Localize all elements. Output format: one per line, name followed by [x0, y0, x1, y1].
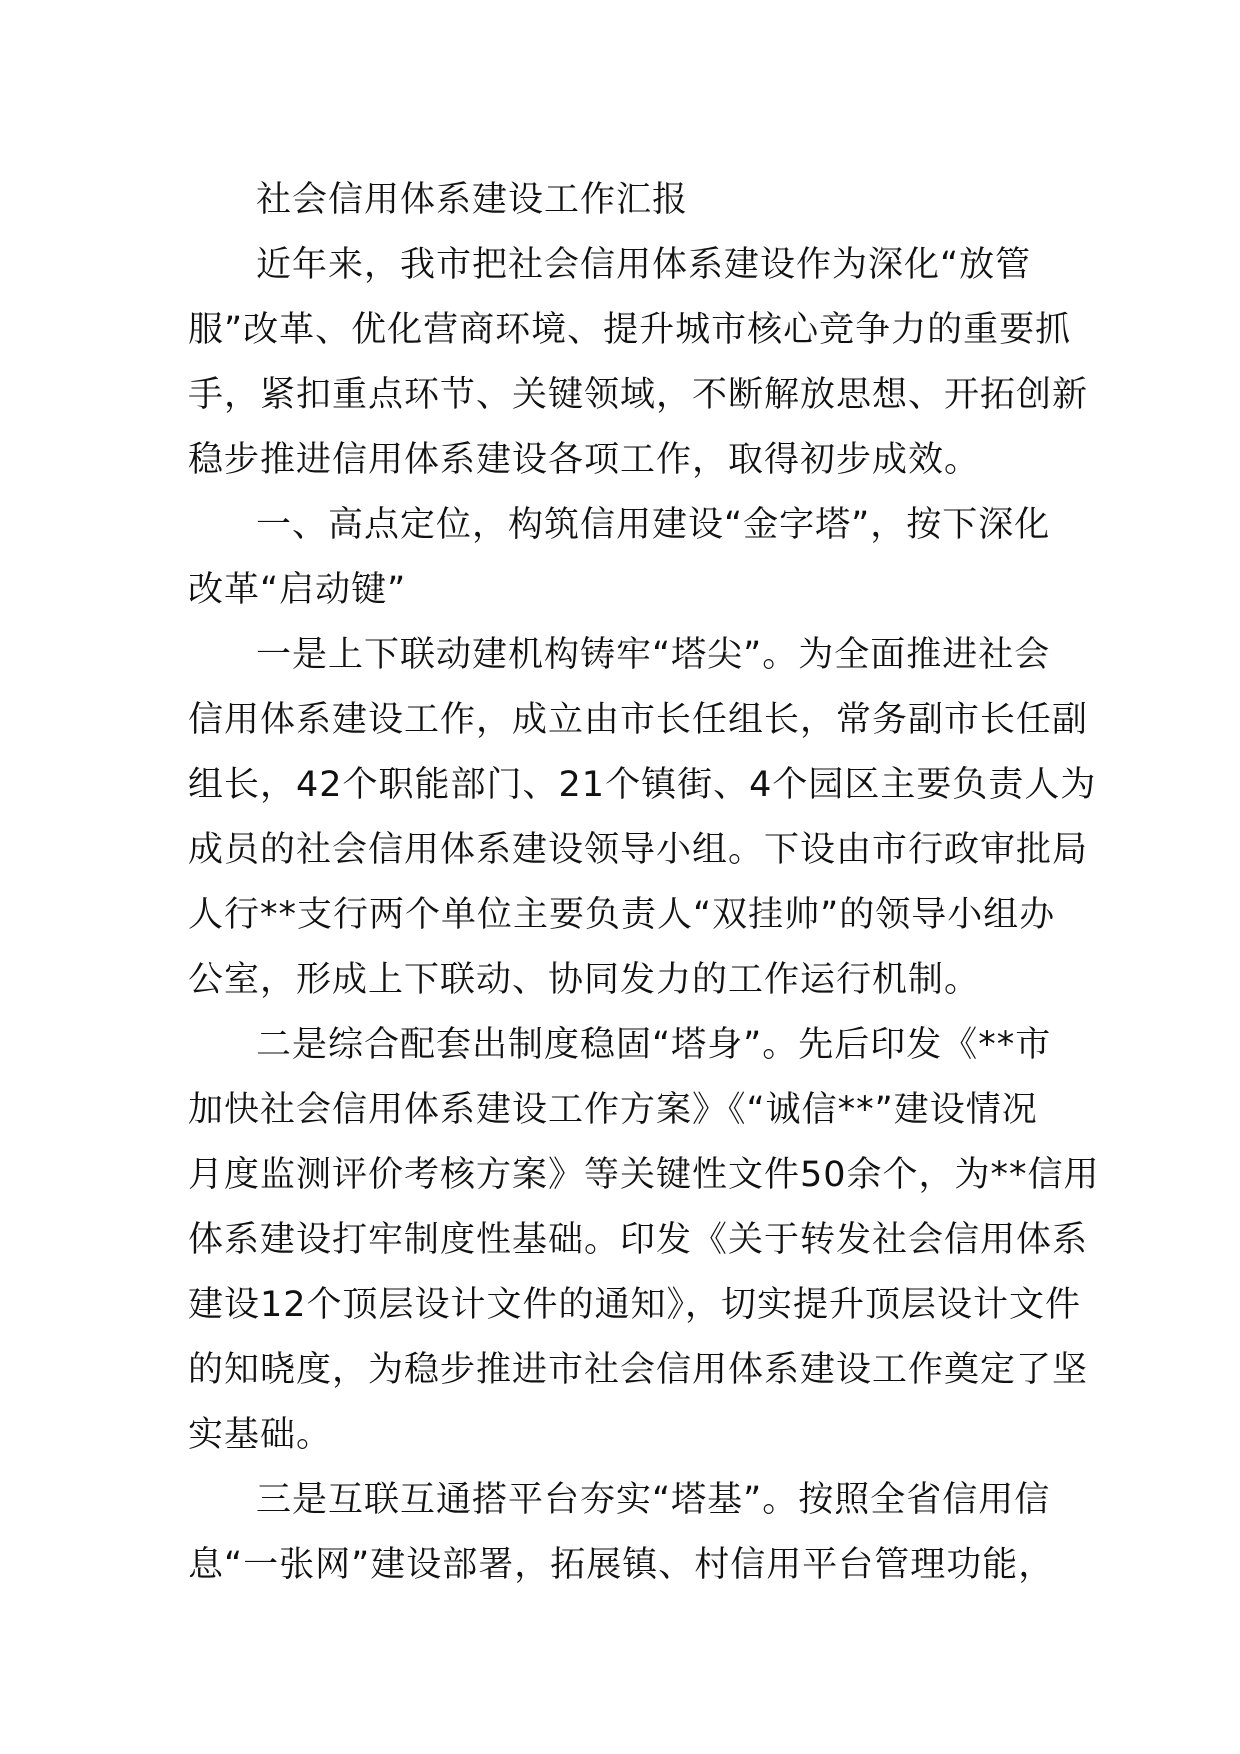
paragraph-line: 组长，42个职能部门、21个镇街、4个园区主要负责人为	[188, 765, 1097, 805]
paragraph-line: 一是上下联动建机构铸牢“塔尖”。为全面推进社会	[256, 635, 1051, 675]
paragraph-line: 公室，形成上下联动、协同发力的工作运行机制。	[188, 960, 981, 1000]
paragraph-line: 加快社会信用体系建设工作方案》《“诚信**”建设情况	[188, 1090, 1038, 1130]
paragraph-line: 建设12个顶层设计文件的通知》，切实提升顶层设计文件	[188, 1285, 1082, 1325]
section-heading-line: 一、高点定位，构筑信用建设“金字塔”，按下深化	[256, 505, 1051, 545]
paragraph-line: 服”改革、优化营商环境、提升城市核心竞争力的重要抓	[188, 310, 1072, 350]
paragraph-line: 人行**支行两个单位主要负责人“双挂帅”的领导小组办	[188, 895, 1056, 935]
paragraph-line: 成员的社会信用体系建设领导小组。下设由市行政审批局	[188, 830, 1089, 870]
paragraph-line: 二是综合配套出制度稳固“塔身”。先后印发《**市	[256, 1025, 1052, 1065]
paragraph-line: 近年来，我市把社会信用体系建设作为深化“放管	[256, 245, 1032, 285]
document-body	[188, 168, 1100, 1598]
paragraph-line: 体系建设打牢制度性基础。印发《关于转发社会信用体系	[188, 1220, 1089, 1260]
paragraph-line: 三是互联互通搭平台夯实“塔基”。按照全省信用信	[256, 1480, 1051, 1520]
paragraph-line: 月度监测评价考核方案》等关键性文件50余个，为**信用	[188, 1155, 1100, 1195]
section-heading-line: 改革“启动键”	[188, 570, 407, 610]
paragraph-line: 实基础。	[188, 1415, 333, 1455]
paragraph-line: 信用体系建设工作，成立由市长任组长，常务副市长任副	[188, 700, 1089, 740]
paragraph-line: 稳步推进信用体系建设各项工作，取得初步成效。	[188, 440, 981, 480]
paragraph-line: 的知晓度，为稳步推进市社会信用体系建设工作奠定了坚	[188, 1350, 1089, 1390]
paragraph-line: 手，紧扣重点环节、关键领域，不断解放思想、开拓创新	[188, 375, 1089, 415]
document-title: 社会信用体系建设工作汇报	[256, 180, 689, 220]
paragraph-line: 息“一张网”建设部署，拓展镇、村信用平台管理功能，	[188, 1545, 1055, 1585]
